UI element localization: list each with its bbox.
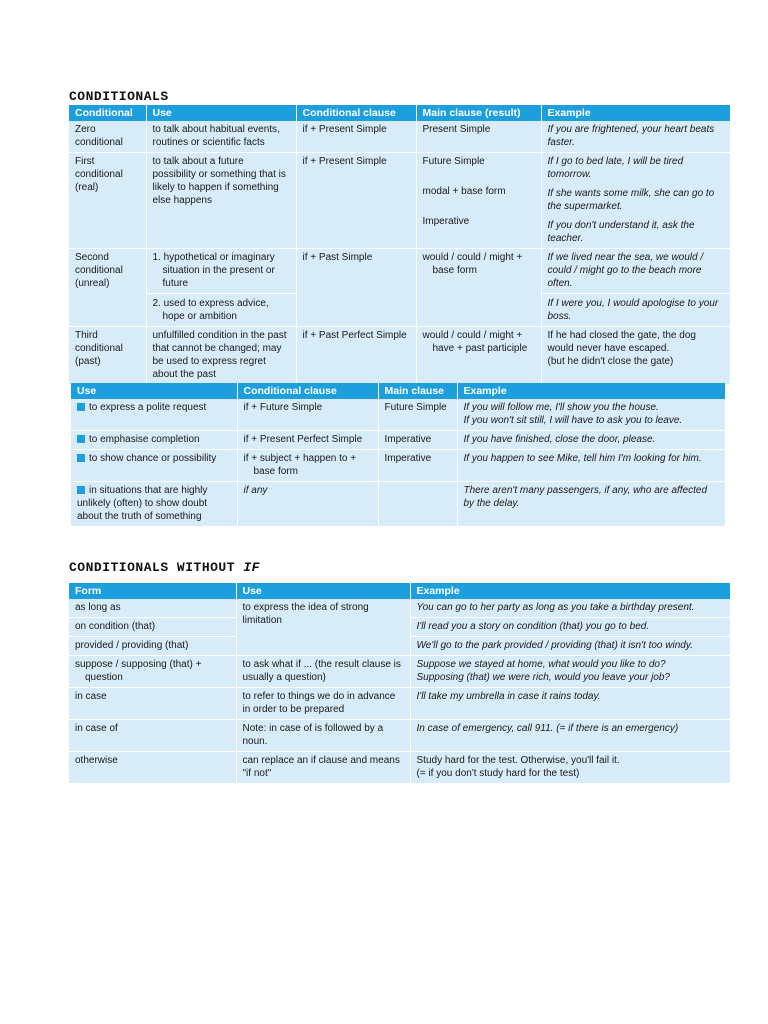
use-text: to express a polite request: [89, 402, 207, 413]
conditionals-table: [69, 105, 730, 385]
example-1: If I go to bed late, I will be tired tomorrow.: [547, 156, 684, 180]
table-row: [69, 599, 730, 618]
main-clause-cell: [416, 249, 541, 327]
use-text: in situations that are highly unlikely (often) to show doubt about the truth of something: [77, 485, 208, 522]
main-clause-cell: Present Simple: [416, 121, 541, 153]
table-row: [71, 482, 725, 527]
main-clause: would / could / might + have + past participle: [422, 330, 528, 354]
use-cell: to talk about habitual events, routines or scientific facts: [146, 121, 296, 153]
conditionals-without-if-title: [69, 560, 260, 575]
clause-cell: if + Past Perfect Simple: [296, 327, 416, 385]
example-cell: [410, 752, 730, 784]
example-2: If I were you, I would apologise to your boss.: [542, 293, 731, 323]
title-emphasis: IF: [243, 560, 260, 575]
example-3: If you don't understand it, ask the teacher.: [547, 220, 695, 244]
use-cell: Note: in case of is followed by a noun.: [236, 720, 410, 752]
column-header: Use: [236, 583, 410, 599]
use-cell: to talk about a future possibility or something that is likely to happen if something else happens: [146, 153, 296, 249]
table-row: [71, 450, 725, 482]
main-clause-cell: Future Simple: [378, 399, 457, 431]
bullet-square-icon: [77, 435, 85, 443]
table-row-second: [69, 249, 730, 327]
main-clause-cell: Imperative: [378, 450, 457, 482]
column-header: Conditional: [69, 105, 146, 121]
use-cell: to ask what if ... (the result clause is usually a question): [236, 656, 410, 688]
conditional-name: Third conditional (past): [69, 327, 146, 385]
clause-cell: if any: [237, 482, 378, 527]
use-cell: [71, 482, 237, 527]
example-1: Study hard for the test. Otherwise, you'll fail it.: [416, 755, 620, 766]
form-cell: [69, 656, 236, 688]
example-cell: In case of emergency, call 911. (= if there is an emergency): [410, 720, 730, 752]
main-clause-cell: [378, 482, 457, 527]
column-header: Conditional clause: [296, 105, 416, 121]
clause-cell: if + Future Simple: [237, 399, 378, 431]
form-cell: in case of: [69, 720, 236, 752]
example-cell: [410, 656, 730, 688]
clause-cell: if + Present Simple: [296, 121, 416, 153]
use-cell: can replace an if clause and means "if not": [236, 752, 410, 784]
form-cell: on condition (that): [69, 618, 236, 637]
use-cell: [71, 431, 237, 450]
main-clause-2: modal + base form: [422, 186, 506, 197]
clause-cell: [237, 450, 378, 482]
example-1: If you will follow me, I'll show you the house.: [463, 402, 659, 413]
column-header: Example: [410, 583, 730, 599]
without-if-table: [69, 583, 730, 784]
form-cell: in case: [69, 688, 236, 720]
use-1: 1. hypothetical or imaginary situation in the present or future: [152, 252, 275, 289]
example-cell: If you happen to see Mike, tell him I'm looking for him.: [457, 450, 725, 482]
column-header: Conditional clause: [237, 383, 378, 399]
table-row-zero: [69, 121, 730, 153]
table-row: [69, 752, 730, 784]
clause-cell: if + Present Simple: [296, 153, 416, 249]
column-header: Example: [541, 105, 730, 121]
table-row: [69, 688, 730, 720]
table-header-row: [69, 105, 730, 121]
example-cell: I'll take my umbrella in case it rains today.: [410, 688, 730, 720]
example-cell: [541, 327, 730, 385]
use-cell: to refer to things we do in advance in order to be prepared: [236, 688, 410, 720]
example-cell: [457, 399, 725, 431]
table-row: [69, 656, 730, 688]
bullet-square-icon: [77, 403, 85, 411]
clause-cell: if + Present Perfect Simple: [237, 431, 378, 450]
example-1: If we lived near the sea, we would / could / might go to the beach more often.: [547, 252, 704, 289]
table-row: [71, 431, 725, 450]
clause-text: if + subject + happen to + base form: [243, 453, 357, 477]
special-uses-table: [71, 383, 725, 527]
use-2: 2. used to express advice, hope or ambition: [152, 298, 269, 322]
main-clause-cell: [416, 327, 541, 385]
example-cell: We'll go to the park provided / providing (that) it isn't too windy.: [410, 637, 730, 656]
table-header-row: [71, 383, 725, 399]
table-row: [69, 720, 730, 752]
main-clause-1: Future Simple: [422, 156, 485, 167]
example-cell: There aren't many passengers, if any, who are affected by the delay.: [457, 482, 725, 527]
use-cell: [71, 399, 237, 431]
form-cell: otherwise: [69, 752, 236, 784]
column-header: Main clause: [378, 383, 457, 399]
form-cell: as long as: [69, 599, 236, 618]
column-header: Use: [71, 383, 237, 399]
main-clause-cell: [416, 153, 541, 249]
use-cell: [71, 450, 237, 482]
conditionals-title: CONDITIONALS: [69, 89, 169, 104]
table-row: [71, 399, 725, 431]
use-text: to show chance or possibility: [89, 453, 217, 464]
example-cell: [541, 153, 730, 249]
use-cell: [146, 249, 296, 327]
table-row-third: [69, 327, 730, 385]
example-cell: I'll read you a story on condition (that) you go to bed.: [410, 618, 730, 637]
bullet-square-icon: [77, 454, 85, 462]
use-cell: unfulfilled condition in the past that cannot be changed; may be used to express regret about the past: [146, 327, 296, 385]
column-header: Main clause (result): [416, 105, 541, 121]
form-text: suppose / supposing (that) + question: [75, 659, 202, 683]
column-header: Use: [146, 105, 296, 121]
table-header-row: [69, 583, 730, 599]
example-cell: If you are frightened, your heart beats faster.: [541, 121, 730, 153]
conditional-name: First conditional (real): [69, 153, 146, 249]
example-2: Supposing (that) we were rich, would you leave your job?: [416, 672, 670, 683]
clause-cell: if + Past Simple: [296, 249, 416, 327]
form-cell: provided / providing (that): [69, 637, 236, 656]
conditional-name: Second conditional (unreal): [69, 249, 146, 327]
title-text: CONDITIONALS WITHOUT: [69, 560, 244, 575]
example-cell: [541, 249, 730, 327]
main-clause-3: Imperative: [422, 216, 470, 227]
column-header: Example: [457, 383, 725, 399]
use-text: to emphasise completion: [89, 434, 200, 445]
example-cell: You can go to her party as long as you take a birthday present.: [410, 599, 730, 618]
conditional-name: Zero conditional: [69, 121, 146, 153]
main-clause: would / could / might + base form: [422, 252, 523, 276]
main-clause-cell: Imperative: [378, 431, 457, 450]
example-2: (= if you don't study hard for the test): [416, 768, 580, 779]
example-cell: If you have finished, close the door, please.: [457, 431, 725, 450]
column-header: Form: [69, 583, 236, 599]
use-cell: to express the idea of strong limitation: [236, 599, 410, 656]
example-2: If she wants some milk, she can go to the supermarket.: [547, 188, 715, 212]
bullet-square-icon: [77, 486, 85, 494]
example-1: If he had closed the gate, the dog would never have escaped.: [547, 330, 696, 354]
example-1: Suppose we stayed at home, what would you like to do?: [416, 659, 666, 670]
example-note: (but he didn't close the gate): [547, 356, 674, 367]
table-row-first: [69, 153, 730, 249]
example-2: If you won't sit still, I will have to ask you to leave.: [463, 415, 683, 426]
